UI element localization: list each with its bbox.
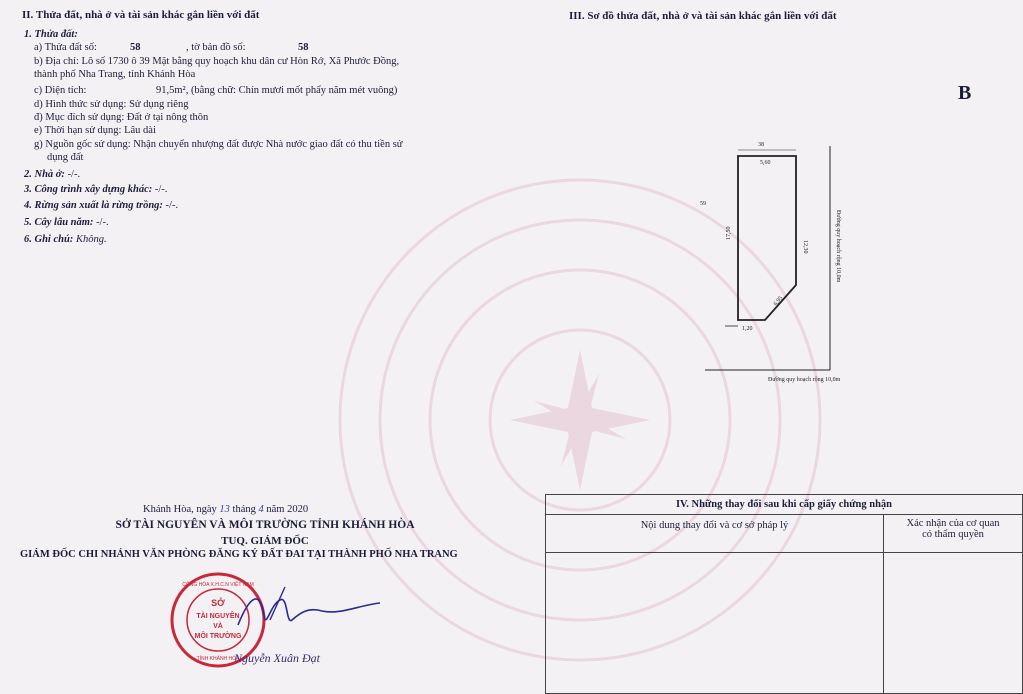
section-3-title: III. Sơ đồ thửa đất, nhà ở và tài sản khác gắn liền với đất	[569, 10, 837, 22]
svg-text:TỈNH KHÁNH HÒA: TỈNH KHÁNH HÒA	[196, 656, 240, 662]
svg-text:MÔI TRƯỜNG: MÔI TRƯỜNG	[194, 633, 242, 640]
changes-table	[545, 494, 1023, 694]
date-year-label: năm	[266, 504, 285, 515]
date-day: 13	[219, 504, 230, 515]
house-label: 2. Nhà ở:	[24, 169, 65, 180]
dim-top: 5,60	[760, 160, 771, 166]
note-value: Không.	[75, 234, 107, 245]
perennial-label: 5. Cây lâu năm:	[24, 217, 94, 228]
dim-right: 12,30	[802, 240, 808, 254]
use-term: e) Thời hạn sử dụng: Lâu dài	[34, 125, 156, 136]
perennial-value: -/-.	[96, 217, 109, 228]
house-item	[24, 168, 80, 181]
handwritten-signature	[230, 585, 390, 640]
forest-value: -/-.	[165, 200, 179, 211]
road-bottom-label: Đường quy hoạch rộng 10,0m	[768, 377, 841, 383]
construction-item	[24, 183, 167, 196]
signer-position: GIÁM ĐỐC CHI NHÁNH VĂN PHÒNG ĐĂNG KÝ ĐẤT ĐAI TẠI THÀNH PHỐ NHA TRANG	[20, 549, 458, 560]
changes-approval-cell	[884, 553, 1023, 694]
changes-content-cell	[546, 553, 884, 694]
parcel-outline	[738, 156, 796, 320]
section-4-title: IV. Những thay đổi sau khi cấp giấy chứng nhận	[546, 495, 1023, 515]
svg-text:SỞ: SỞ	[211, 598, 225, 608]
section-2-title: II. Thửa đất, nhà ở và tài sản khác gắn liền với đất	[22, 9, 260, 21]
construction-label: 3. Công trình xây dựng khác:	[24, 184, 153, 195]
use-form: d) Hình thức sử dụng: Sử dụng riêng	[34, 99, 189, 110]
forest-item	[24, 199, 178, 212]
svg-text:TÀI NGUYÊN: TÀI NGUYÊN	[196, 613, 240, 620]
svg-text:CỘNG HÒA X.H.C.N VIỆT NAM: CỘNG HÒA X.H.C.N VIỆT NAM	[182, 582, 254, 588]
origin-line-2: dụng đất	[47, 152, 84, 163]
north-mark: B	[958, 82, 972, 104]
date-month-label: tháng	[232, 504, 256, 515]
date-place: Khánh Hòa, ngày	[143, 504, 217, 515]
signature-date	[143, 503, 308, 516]
note-label: 6. Ghi chú:	[24, 234, 74, 245]
area-label: c) Diện tích:	[34, 85, 87, 96]
address-line-1: b) Địa chỉ: Lô số 1730 ô 39 Mặt bằng quy hoạch khu dân cư Hòn Rớ, Xã Phước Đồng,	[34, 56, 400, 67]
area-value: 91,5m², (bằng chữ: Chín mươi mốt phẩy năm mét vuông)	[156, 85, 398, 96]
parcel-label: a) Thửa đất số:	[34, 42, 97, 53]
construction-value: -/-.	[154, 184, 168, 195]
agency-name: SỞ TÀI NGUYÊN VÀ MÔI TRƯỜNG TỈNH KHÁNH HÒA	[115, 519, 415, 531]
parcel-number: 58	[130, 42, 141, 53]
dim-left-parcel: 59	[700, 201, 706, 207]
svg-text:VÀ: VÀ	[213, 623, 223, 630]
changes-column-approval	[884, 515, 1023, 553]
changes-column-content: Nội dung thay đổi và cơ sở pháp lý	[546, 515, 884, 553]
use-purpose: đ) Mục đích sử dụng: Đất ở tại nông thôn	[34, 112, 209, 123]
approval-header-line-1: Xác nhận của cơ quan	[906, 518, 1000, 529]
land-heading: 1. Thửa đất:	[24, 29, 78, 40]
dim-diagonal: 6,95	[772, 295, 785, 308]
authority-role: TUQ. GIÁM ĐỐC	[221, 535, 309, 547]
parcel-sketch	[680, 130, 880, 400]
signer-name: Nguyễn Xuân Đạt	[234, 651, 320, 665]
perennial-item	[24, 216, 109, 229]
map-label: , tờ bản đồ số:	[186, 42, 246, 53]
road-right-label: Đường quy hoạch rộng 10,0m	[835, 210, 841, 283]
origin-line-1: g) Nguồn gốc sử dụng: Nhận chuyển nhượng đất được Nhà nước giao đất có thu tiền sử	[34, 139, 403, 150]
house-value: -/-.	[67, 169, 81, 180]
dim-top-parcel: 38	[758, 142, 764, 148]
date-year: 2020	[287, 504, 309, 515]
date-month: 4	[258, 504, 264, 515]
forest-label: 4. Rừng sản xuất là rừng trồng:	[24, 200, 163, 211]
map-number: 58	[298, 42, 309, 53]
dim-left: 17,50	[726, 226, 732, 240]
dim-bottom: 1,20	[742, 326, 753, 332]
approval-header-line-2: có thẩm quyền	[922, 529, 984, 540]
address-line-2: thành phố Nha Trang, tỉnh Khánh Hòa	[34, 69, 196, 80]
note-item	[24, 233, 107, 246]
